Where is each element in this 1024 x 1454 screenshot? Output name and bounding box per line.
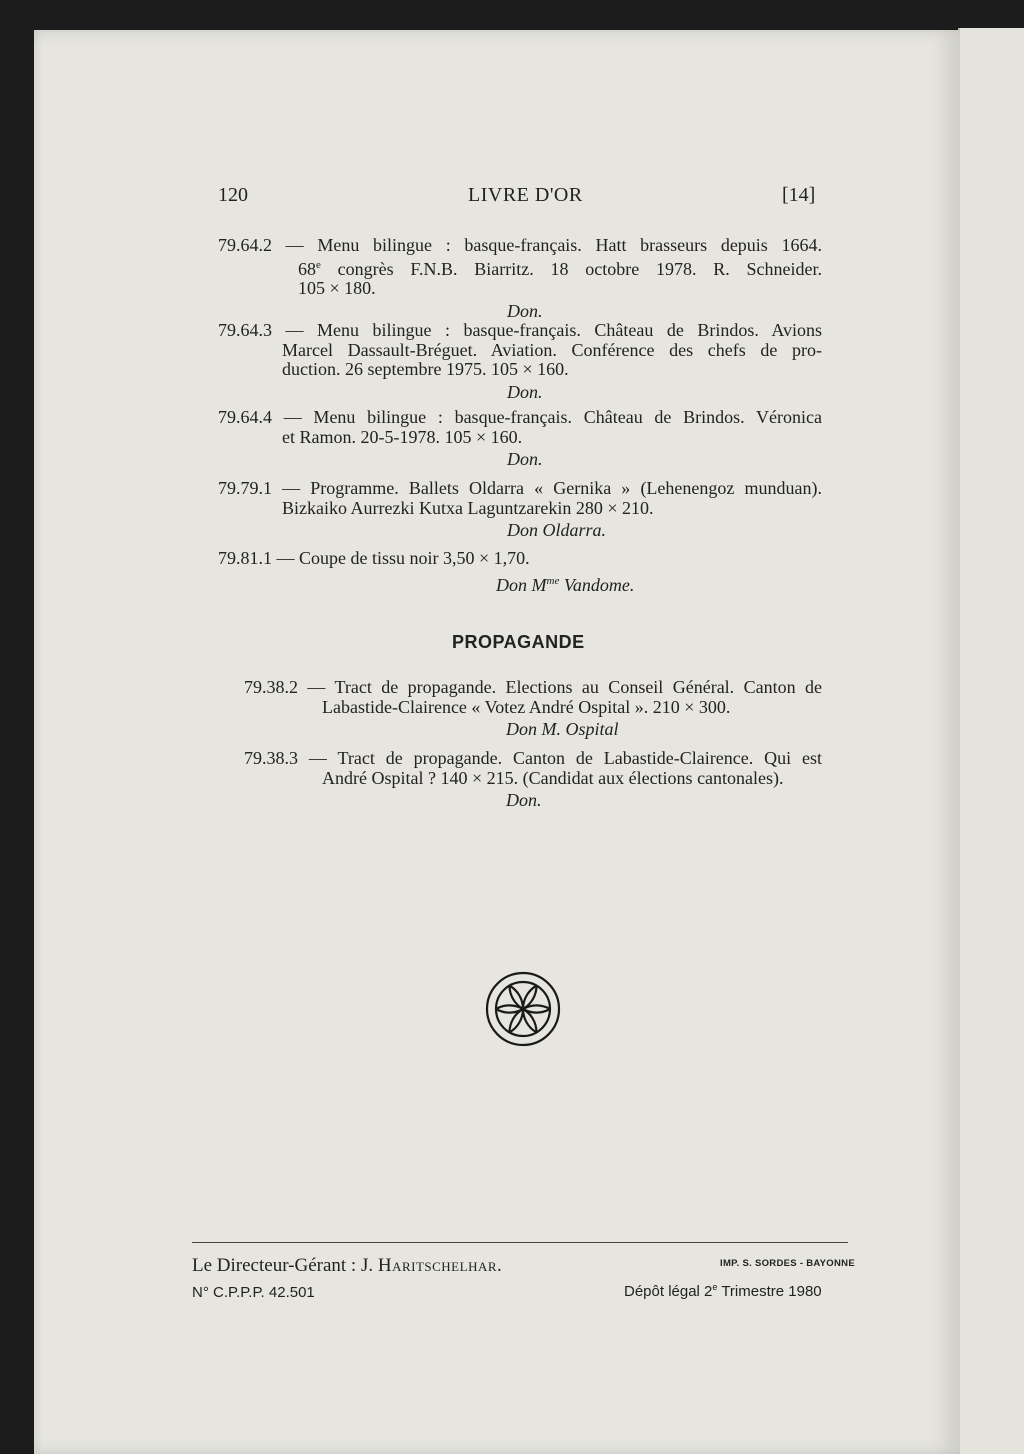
catalog-entry [218,236,822,321]
entry-line: et Ramon. 20-5-1978. 105 × 160. [282,426,523,447]
rosette-ornament [484,970,562,1048]
depot-legal: Dépôt légal 2e Trimestre 1980 [624,1282,822,1300]
entry-line: Labastide-Clairence « Votez André Ospital ». 210 × 300. [322,696,731,717]
entry-line: Marcel Dassault-Bréguet. Aviation. Conférence des chefs de pro- [282,339,822,360]
donation-credit: Don. [507,381,543,402]
cppp-number: N° C.P.P.P. 42.501 [192,1284,315,1301]
donation-credit: Don $M^{me}$ Vandome. [496,574,635,595]
entry-line: 68e congrès F.N.B. Biarritz. 18 octobre 1978. R. Schneider. [298,258,822,279]
printer-credit: IMP. S. SORDES - BAYONNE [720,1258,855,1269]
entry-line: 79.64.2 — Menu bilingue : basque-français. Hatt brasseurs depuis 1664. [218,235,822,255]
director-line [192,1255,502,1277]
entry-line: 79.79.1 — Programme. Ballets Oldarra « Gernika » (Lehenengoz munduan). [218,478,822,498]
section-title: PROPAGANDE [452,632,585,652]
entry-line: Bizkaiko Aurrezki Kutxa Laguntzarekin 280 × 210. [282,497,654,518]
donation-credit: Don. [507,449,543,469]
director-name: Haritschelhar. [377,1255,503,1276]
catalog-entry [244,749,822,811]
catalog-entry [244,678,822,740]
donation-credit: Don Oldarra. [507,520,607,540]
donation-credit: Don M. Ospital [506,719,619,739]
donation-credit: Don. [507,300,543,321]
entry-line: 79.64.4 — Menu bilingue : basque-français. Château de Brindos. Véronica [218,407,822,427]
director-text: Le Directeur-Gérant : J. Haritschelhar. [192,1255,503,1276]
entry-line: 105 × 180. [298,278,376,298]
catalog-entry [218,549,822,595]
catalog-entry [218,321,822,402]
entry-line: 79.38.2 — Tract de propagande. Elections au Conseil Général. Canton de [244,677,822,697]
catalog-entry [218,479,822,541]
entry-line: 79.38.3 — Tract de propagande. Canton de Labastide-Clairence. Qui est [244,748,822,768]
catalog-entry [218,408,822,470]
facing-page-edge [958,28,1024,1454]
entry-line: duction. 26 septembre 1975. 105 × 160. [282,359,569,379]
entry-line: 79.81.1 — Coupe de tissu noir 3,50 × 1,70. [218,548,530,568]
running-title: LIVRE D'OR [468,184,583,206]
page-number: 120 [218,184,248,206]
bracket-number: [14] [782,184,816,206]
entry-line: André Ospital ? 140 × 215. (Candidat aux élections cantonales). [322,767,784,788]
donation-credit: Don. [506,790,542,810]
footer-rule [192,1242,848,1243]
entry-line: 79.64.3 — Menu bilingue : basque-français. Château de Brindos. Avions [218,320,822,340]
rosette-petal [496,1009,523,1013]
